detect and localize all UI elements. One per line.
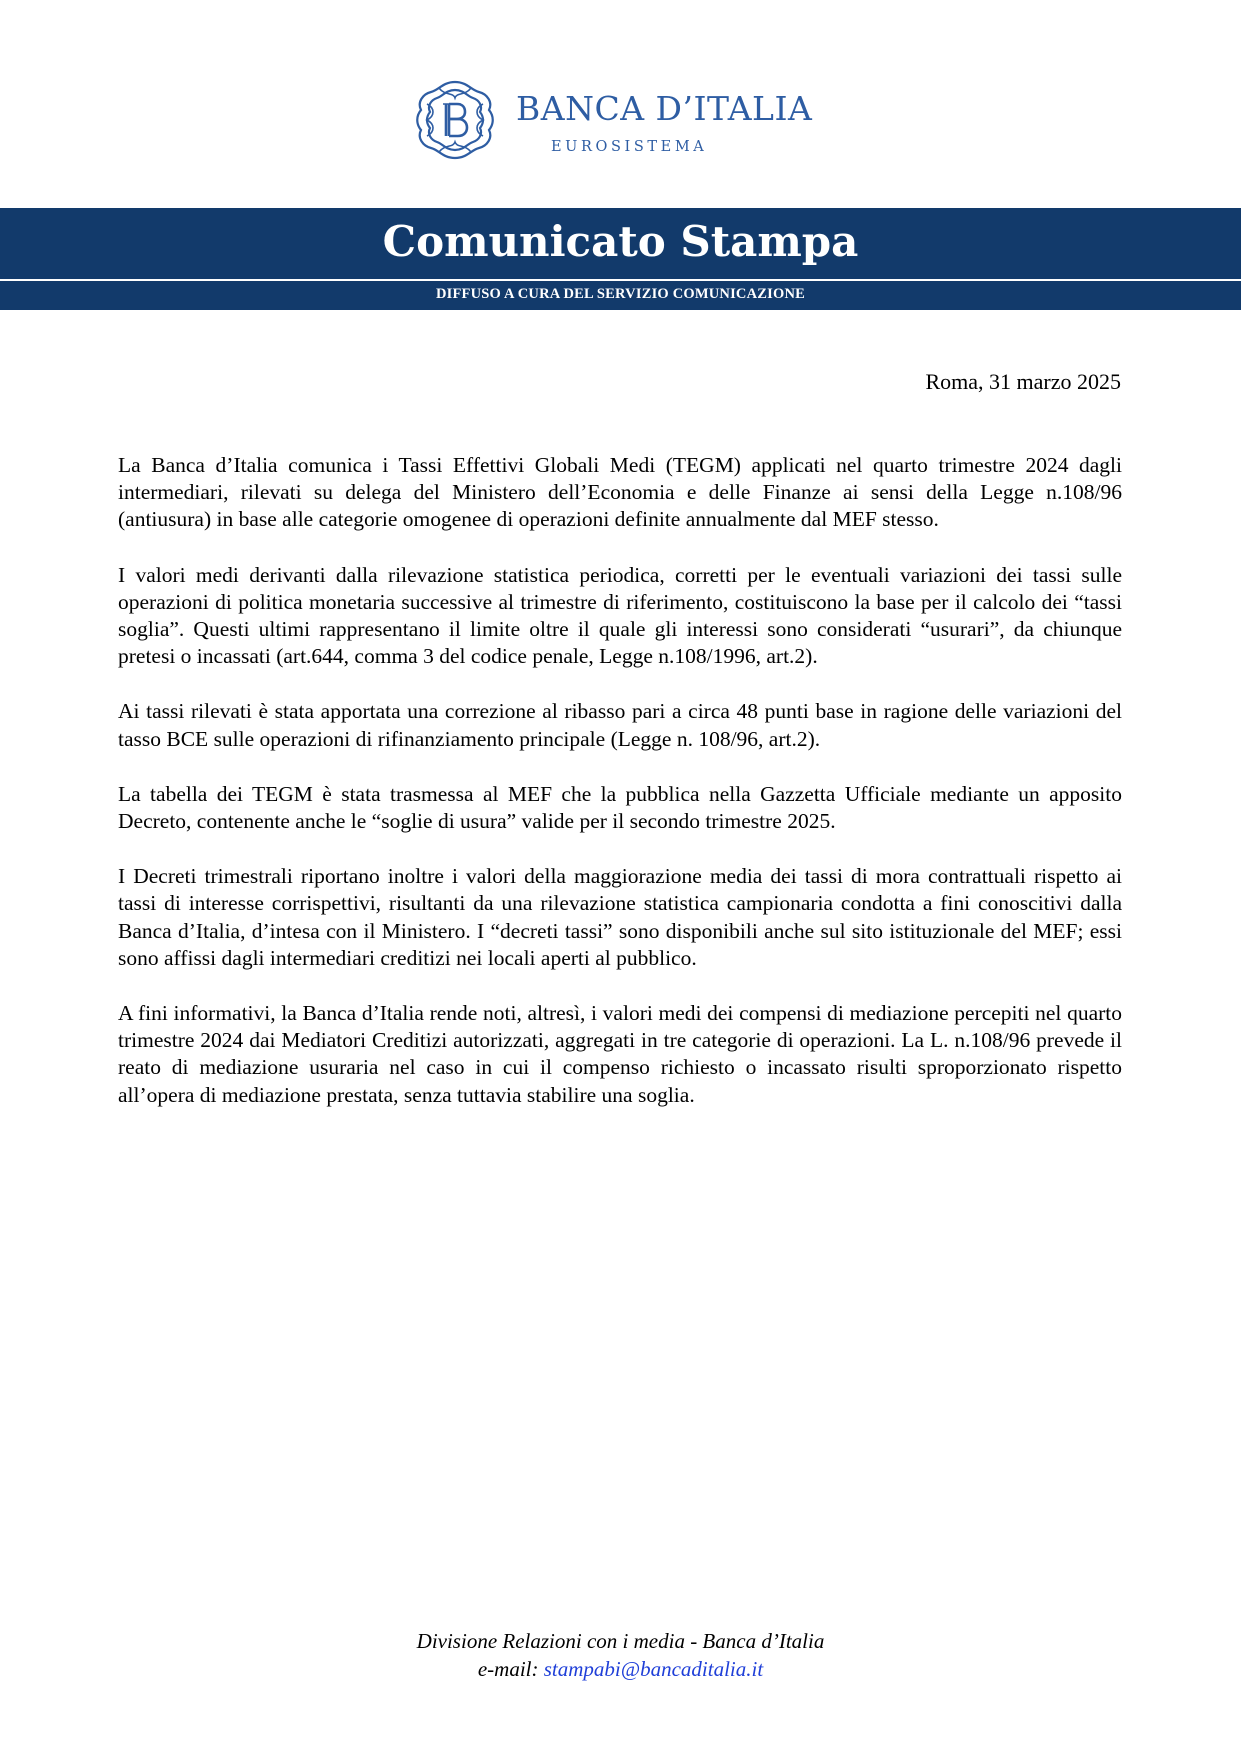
footer	[0, 1627, 1241, 1683]
paragraph: A fini informativi, la Banca d’Italia rende noti, altresì, i valori medi dei compensi di mediazione percepiti nel quarto trimestre 2024 dai Mediatori Creditizi autorizzati, aggregati in tre categorie di operazioni. La L. n.108/96 prevede il reato di mediazione usuraria nel caso in cui il compenso richiesto o incassato risulti sproporzionato rispetto all’opera di mediazione prestata, senza tuttavia stabilire una soglia.	[118, 1001, 1122, 1107]
logo-subtitle: EUROSISTEMA	[551, 139, 708, 155]
email-label: e-mail:	[477, 1657, 539, 1681]
paragraph: La Banca d’Italia comunica i Tassi Effettivi Globali Medi (TEGM) applicati nel quarto trimestre 2024 dagli intermediari, rilevati su delega del Ministero dell’Economia e delle Finanze ai sensi della Legge n.108/96 (antiusura) in base alle categorie omogenee di operazioni definite annualmente dal MEF stesso.	[118, 453, 1122, 532]
logo-wordmark: BANCA D’ITALIA	[516, 89, 813, 128]
email-link[interactable]: stampabi@bancaditalia.it	[543, 1657, 764, 1681]
bi-emblem-icon	[413, 78, 497, 162]
paragraph: La tabella dei TEGM è stata trasmessa al MEF che la pubblica nella Gazzetta Ufficiale mediante un apposito Decreto, contenente anche le “soglie di usura” valide per il secondo trimestre 2025.	[118, 781, 1122, 834]
banner-subtitle: DIFFUSO A CURA DEL SERVIZIO COMUNICAZIONE	[435, 286, 806, 302]
release-date: Roma, 31 marzo 2025	[925, 369, 1121, 394]
body-text	[118, 452, 1122, 1137]
footer-division: Divisione Relazioni con i media - Banca d’Italia	[416, 1629, 825, 1653]
paragraph: I Decreti trimestrali riportano inoltre i valori della maggiorazione media dei tassi di mora contrattuali rispetto ai tassi di interesse corrispettivi, risultanti da una rilevazione statistica campionaria condotta a fini conoscitivi dalla Banca d’Italia, d’intesa con il Ministero. I “decreti tassi” sono disponibili anche sul sito istituzionale del MEF; essi sono affissi dagli intermediari creditizi nei locali aperti al pubblico.	[118, 864, 1122, 970]
paragraph: Ai tassi rilevati è stata apportata una correzione al ribasso pari a circa 48 punti base in ragione delle variazioni del tasso BCE sulle operazioni di rifinanziamento principale (Legge n. 108/96, art.2).	[118, 699, 1122, 751]
banner-divider	[0, 279, 1241, 281]
banner-title: Comunicato Stampa	[382, 217, 859, 266]
press-release-banner	[0, 208, 1241, 310]
paragraph: I valori medi derivanti dalla rilevazione statistica periodica, corretti per le eventuali variazioni dei tassi sulle operazioni di politica monetaria successive al trimestre di riferimento, costituiscono la base per il calcolo dei “tassi soglia”. Questi ultimi rappresentano il limite oltre il quale gli interessi sono considerati “usurari”, da chiunque pretesi o incassati (art.644, comma 3 del codice penale, Legge n.108/1996, art.2).	[118, 562, 1122, 669]
footer-contact	[0, 1655, 1241, 1683]
banca-italia-logo	[413, 78, 833, 162]
